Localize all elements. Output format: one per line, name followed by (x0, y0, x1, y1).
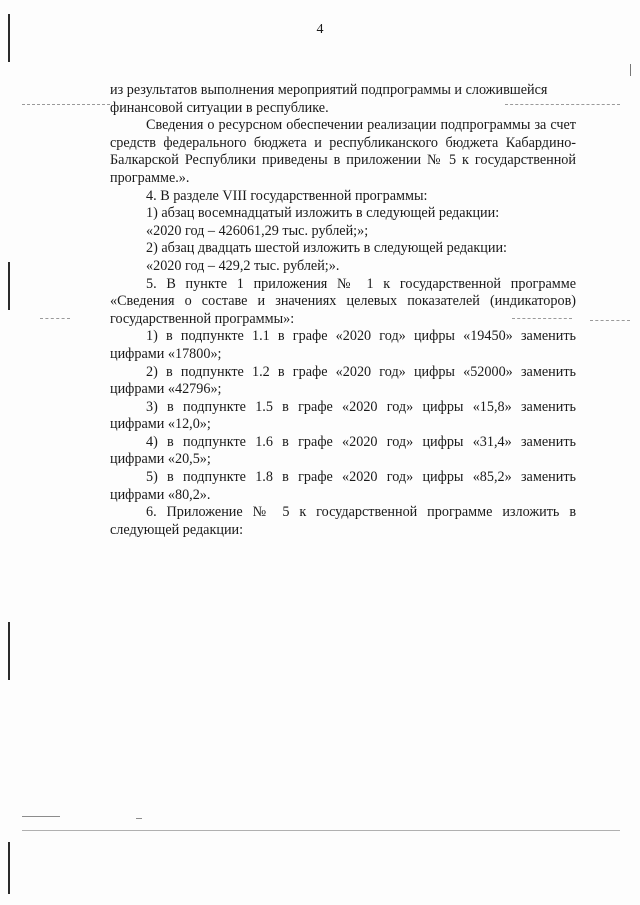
text-line: Сведения о ресурсном обеспечении реализации подпрограммы (146, 117, 531, 134)
text-line: 1) абзац восемнадцатый изложить в следующей редакции: (146, 205, 500, 222)
scan-mark-left-lower (8, 622, 10, 680)
scan-line-mid-far-right (590, 320, 630, 321)
text-line: цифрами «17800»; (110, 345, 222, 362)
paragraph-replace-1-8 (110, 469, 576, 504)
paragraph-subitem-2 (110, 240, 576, 258)
scan-line-footer-long (22, 830, 620, 831)
paragraph-item-5 (110, 276, 576, 329)
paragraph-replace-1-6 (110, 434, 576, 469)
text-line: «2020 год – 429,2 тыс. рублей;». (146, 257, 340, 274)
text-line: за счет средств федерального бюджета и республиканского бюджета (110, 117, 577, 151)
text-line: из результатов выполнения мероприятий подпрограммы и сложившейся (110, 82, 548, 98)
paragraph-replace-1-5 (110, 399, 576, 434)
text-line: в следующей редакции: (110, 504, 577, 538)
scan-mark-left-mid (8, 262, 10, 310)
paragraph-replace-1-2 (110, 364, 576, 399)
paragraph-subitem-1 (110, 205, 576, 223)
paragraph-item-4 (110, 188, 576, 206)
text-line: «Сведения о составе и значениях целевых показателей (индикаторов) (110, 293, 576, 310)
scan-line-mid-left (40, 318, 70, 319)
text-line: к государственной программе.». (110, 152, 576, 186)
text-line: 2) в подпункте 1.2 в графе «2020 год» цифры «52000» заменить (146, 363, 576, 380)
text-line: цифрами «80,2». (110, 486, 211, 503)
paragraph-item-6 (110, 504, 576, 539)
text-line: цифрами «12,0»; (110, 416, 211, 433)
text-line: Кабардино-Балкарской Республики приведены в приложении № 5 (110, 134, 577, 169)
paragraph-quote-1 (110, 223, 576, 241)
text-line: цифрами «42796»; (110, 381, 222, 398)
scan-line-footer-short (22, 816, 60, 817)
scan-line-header-left (22, 104, 110, 105)
scan-mark-left-bottom (8, 842, 10, 894)
text-line: 5. В пункте 1 приложения № 1 к государственной программе (146, 275, 576, 292)
text-line: 2) абзац двадцать шестой изложить в следующей редакции: (146, 240, 507, 257)
paragraph-continuation (110, 82, 576, 117)
text-line: 4. В разделе VIII государственной программы: (146, 187, 428, 204)
scan-line-footer-tick (136, 818, 142, 819)
paragraph-resource-info (110, 117, 576, 187)
text-line: цифрами «20,5»; (110, 451, 211, 468)
text-line: 1) в подпункте 1.1 в графе «2020 год» цифры «19450» заменить (146, 328, 576, 345)
text-line: 5) в подпункте 1.8 в графе «2020 год» цифры «85,2» заменить (146, 469, 576, 486)
paragraph-quote-2 (110, 258, 576, 276)
text-line: «2020 год – 426061,29 тыс. рублей;»; (146, 222, 369, 239)
text-line: 3) в подпункте 1.5 в графе «2020 год» цифры «15,8» заменить (146, 398, 576, 415)
text-line: 4) в подпункте 1.6 в графе «2020 год» цифры «31,4» заменить (146, 433, 576, 450)
text-line: финансовой ситуации в республике. (110, 99, 329, 116)
scan-mark-right-top (630, 64, 631, 76)
text-line: 6. Приложение № 5 к государственной программе изложить (146, 504, 560, 521)
paragraph-replace-1-1 (110, 328, 576, 363)
document-body (110, 82, 576, 539)
text-line: государственной программы»: (110, 310, 295, 327)
page-number: 4 (316, 22, 324, 37)
